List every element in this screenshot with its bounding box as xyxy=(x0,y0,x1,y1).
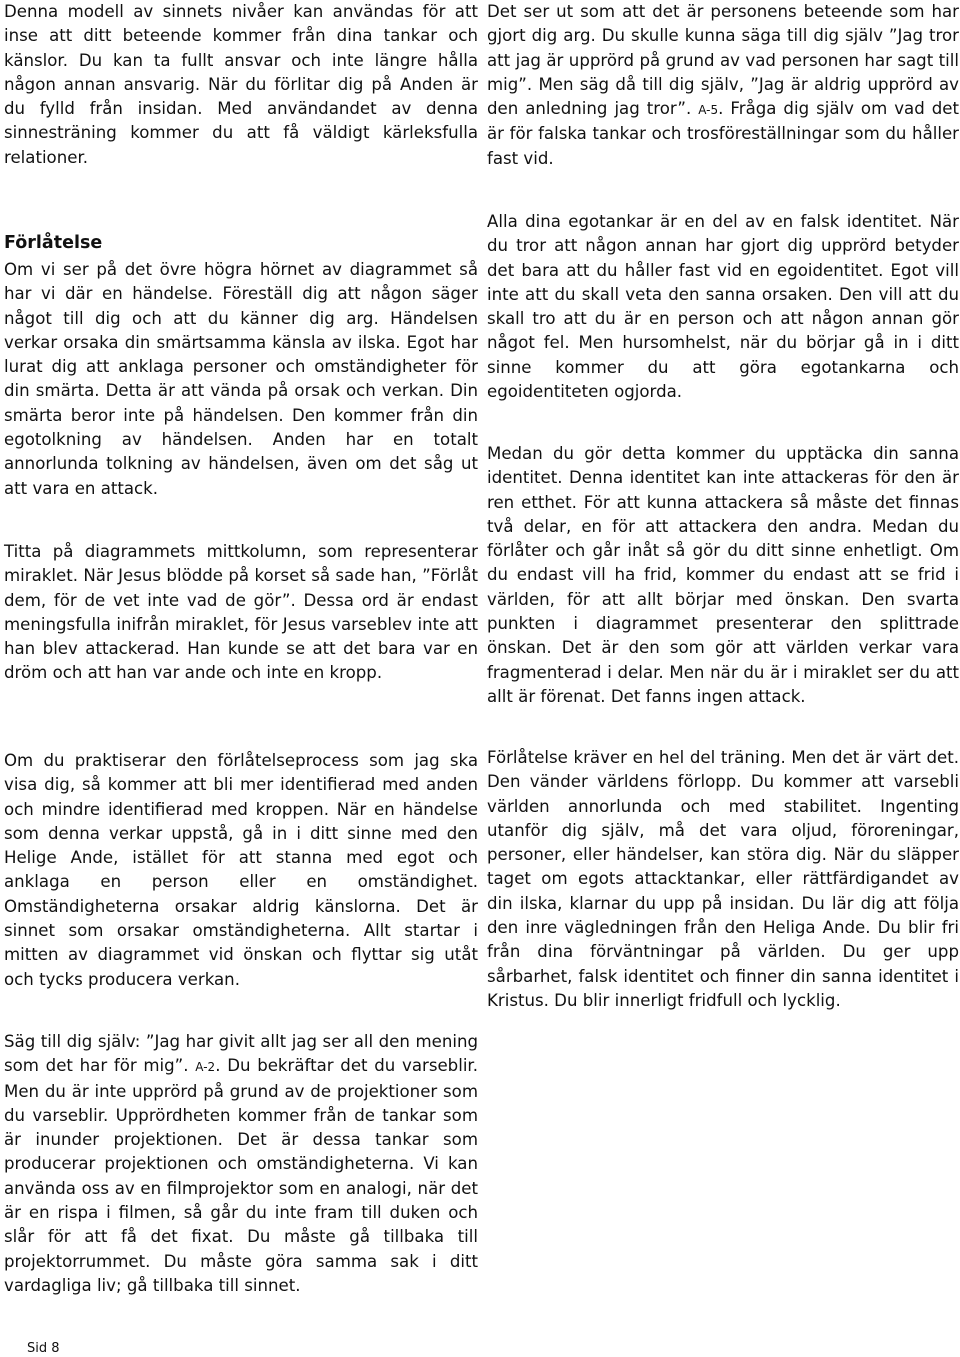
right-column-block-2 xyxy=(487,210,959,404)
lesson-reference: A-5 xyxy=(698,103,719,118)
paragraph-text: . Fråga dig själv om vad det är för falska tankar och trosföreställningar som du håller fast vid. xyxy=(487,99,959,168)
paragraph-egotankar: Alla dina egotankar är en del av en falsk identitet. När du tror att någon annan har gjort dig upprörd betyder det bara att du håller fast vid en egoidentitet. Egot vill inte att du skall veta den sanna orsaken. Den vill att du skall tro att du är en person och att någon annan gör något fel. Men hursomhelst, när du börjar gå in i ditt sinne kommer du att göra egotankarna och egoidentiteten ogjorda. xyxy=(487,212,959,402)
right-column-block-1 xyxy=(487,0,959,171)
right-column-block-4 xyxy=(487,746,959,1013)
paragraph-handelse: Om vi ser på det övre högra hörnet av diagrammet så har vi där en händelse. Föreställ dig att någon säger något till dig och att du känner dig arg. Händelsen verkar orsaka din smärtsamma känsla av ilska. Egot har lurat dig att anklaga personer och omständigheter för din smärta. Detta är att vända på orsak och verkan. Din smärta beror inte på händelsen. Den kommer från din egotolkning av händelsen. Anden har en totalt annorlunda tolkning av händelsen, även om det såg ut att vara en attack. xyxy=(4,260,478,498)
left-column-block-4 xyxy=(4,749,478,992)
paragraph-projektor xyxy=(4,1030,478,1298)
paragraph-sanna-identitet: Medan du gör detta kommer du upptäcka din sanna identitet. Denna identitet kan inte attackeras för den är ren etthet. För att kunna attackera så måste det finnas två delar, en för att attackera den andra. Medan du förlåter och går inåt så gör du ditt sinne enhetligt. Om du endast vill ha frid, kommer du endast att se frid i världen, för att allt börjar med önskan. Den svarta punkten i diagrammet presenterar den splittrade önskan. Det är den som gör att världen verkar vara fragmenterad i delar. Men när du är i miraklet ser du att allt är förenat. Det fanns ingen attack. xyxy=(487,444,959,706)
left-column-block-3 xyxy=(4,540,478,686)
left-column-block-5 xyxy=(4,1030,478,1298)
lesson-reference: A-2 xyxy=(195,1060,216,1075)
left-column-block-2 xyxy=(4,232,478,501)
paragraph-miraklet: Titta på diagrammets mittkolumn, som representerar miraklet. När Jesus blödde på korset så sade han, ”Förlåt dem, för de vet inte vad de gör”. Dessa ord är endast meningsfulla inifrån miraklet, för Jesus varseblev inte att han blev attackerad. Han kunde se att det bara var en dröm och att han var ande och inte en kropp. xyxy=(4,542,478,683)
paragraph-sinnets-nivaer: Denna modell av sinnets nivåer kan användas för att inse att ditt beteende kommer från dina tankar och känslor. Du kan ta fullt ansvar och inte längre hålla någon annan ansvarig. När du förlitar dig på Anden är du fylld från insidan. Med användandet av denna sinnesträning kommer du att få väldigt kärleksfulla relationer. xyxy=(4,2,478,167)
paragraph-text: Säg till dig själv: ”Jag har givit allt jag ser all den mening som det har för mig”. xyxy=(4,1032,478,1076)
left-column-block-1 xyxy=(4,0,478,170)
paragraph-text: Det ser ut som att det är personens beteende som har gjort dig arg. Du skulle kunna säga till dig själv ”Jag tror att jag är upprörd på grund av vad personen har sagt till mig”. Men säg då till dig själv, ”Jag är aldrig upprörd av den anledning jag tror”. xyxy=(487,2,959,119)
paragraph-beteende xyxy=(487,0,959,171)
paragraph-forlatelseprocess: Om du praktiserar den förlåtelseprocess som jag ska visa dig, så kommer att bli mer identifierad med anden och mindre identifierad med kroppen. När en händelse som denna verkar uppstå, gå in i ditt sinne med den Helige Ande, istället för att stanna med egot och anklaga en person eller en omständighet. Omständigheterna orsakar aldrig känslorna. Det är sinnet som orsakar omständigheterna. Allt startar i mitten av diagrammet vid önskan och flyttar sig utåt och tycks producera verkan. xyxy=(4,751,478,989)
right-column-block-3 xyxy=(487,442,959,709)
paragraph-traning: Förlåtelse kräver en hel del träning. Men det är värt det. Den vänder världens förlopp. Du kommer att varsebli världen annorlunda och med stabilitet. Ingenting utanför dig själv, må det vara oljud, föroreningar, personer, eller händelser, kan störa dig. När du släpper taget om egots attacktankar, eller rättfärdigandet av din ilska, klarnar du upp på insidan. Du lär dig att följa den inre vägledningen från den Heliga Ande. Du blir fri från dina förväntningar på världen. Du ger upp sårbarhet, falsk identitet och finner din sanna identitet i Kristus. Du blir innerligt fridfull och lycklig. xyxy=(487,748,959,1010)
paragraph-text: . Du bekräftar det du varseblir. Men du är inte upprörd på grund av de projektioner som du varseblir. Upprördheten kommer från de tankar som är inunder projektionen. Det är dessa tankar som producerar projektionen och omständigheterna. Vi kan använda oss av en filmprojektor som en analogi, när det är en rispa i filmen, så går du inte fram till duken och slår för att få det fixat. Du måste gå tillbaka till projektorrummet. Du måste göra samma sak i ditt vardagliga liv; gå tillbaka till sinnet. xyxy=(4,1056,479,1295)
section-heading-forlatelse: Förlåtelse xyxy=(4,233,103,253)
page-number: Sid 8 xyxy=(27,1341,60,1356)
